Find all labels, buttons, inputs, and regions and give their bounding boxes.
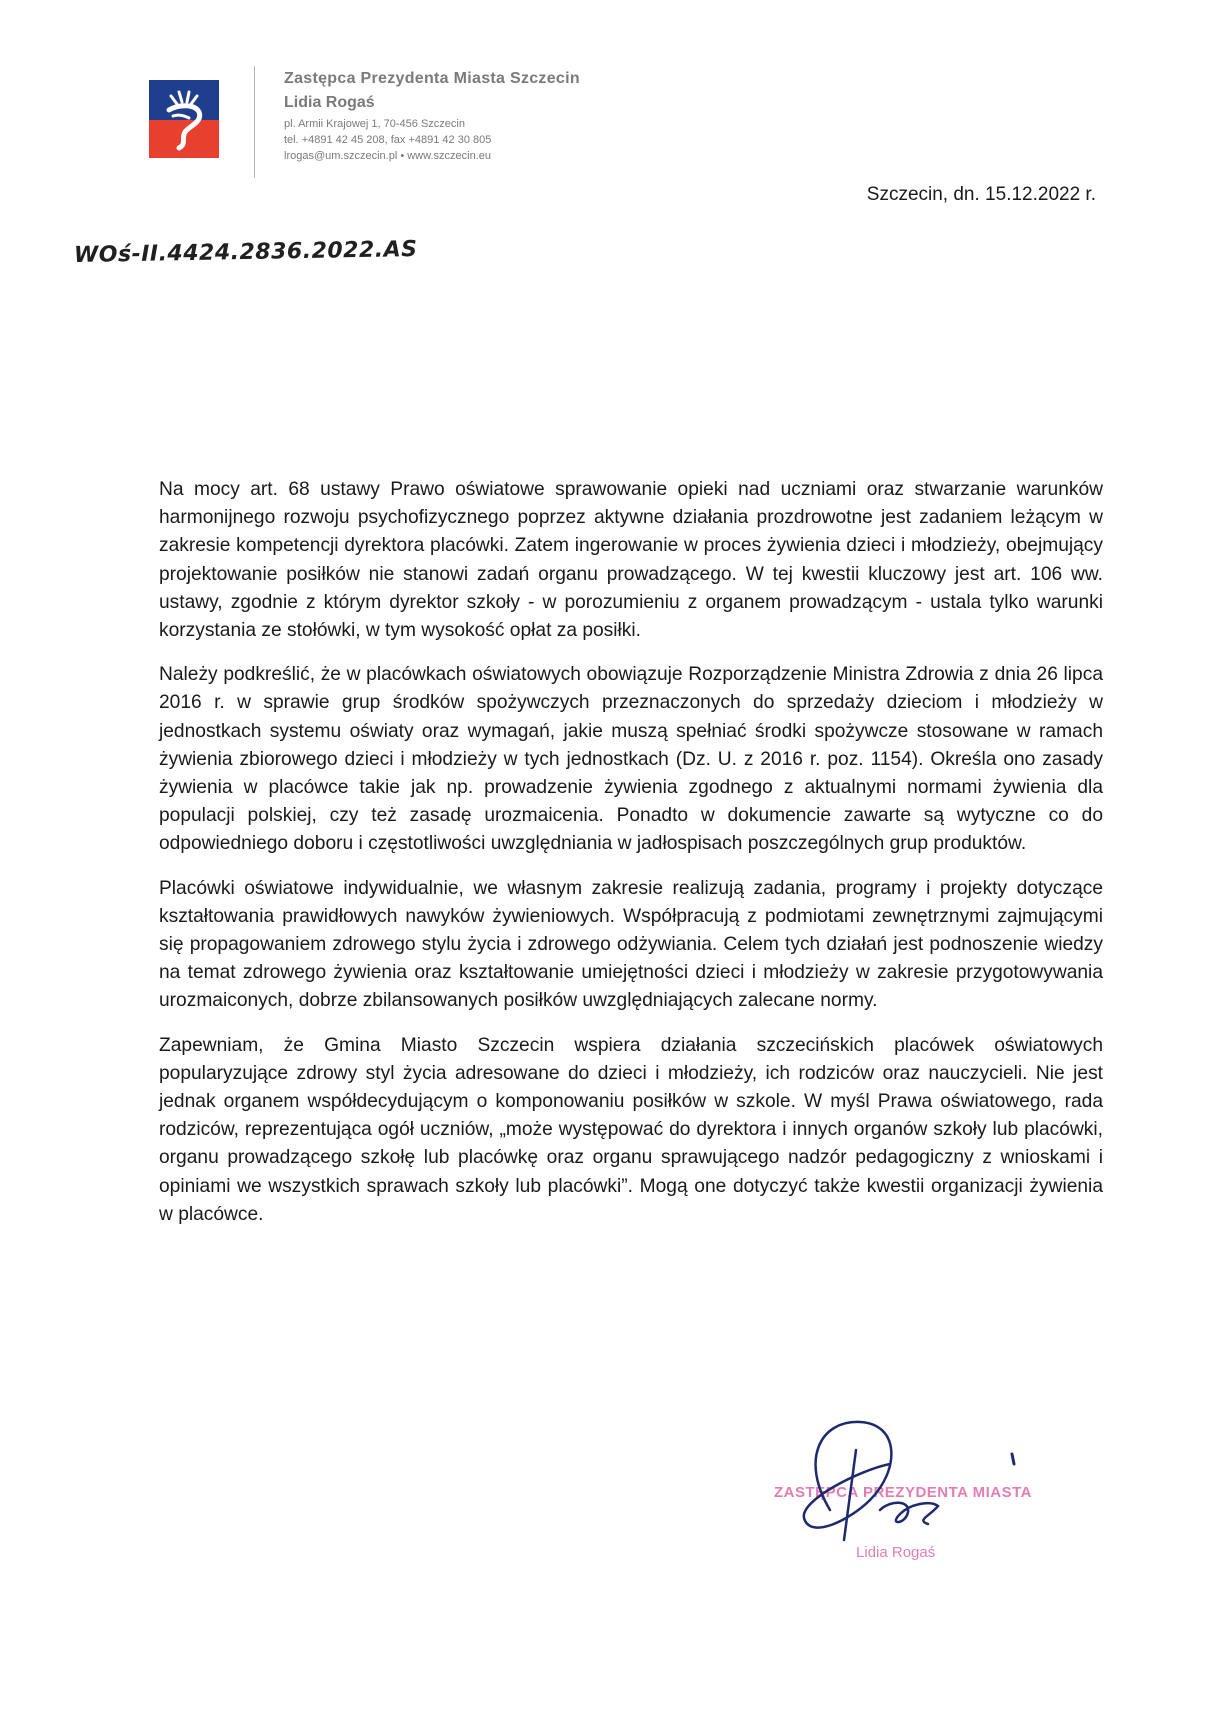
- stamp-name: Lidia Rogaś: [856, 1544, 936, 1561]
- szczecin-logo: [149, 80, 219, 158]
- paragraph: Zapewniam, że Gmina Miasto Szczecin wspiera działania szczecińskich placówek oświatowych popularyzujące zdrowy styl życia adresowane do dzieci i młodzieży, ich rodziców oraz nauczycieli. Nie jest jednak organem współdecydującym o komponowaniu posiłków w szkole. W myśl Prawa oświatowego, rada rodziców, reprezentująca ogół uczniów, „może występować do dyrektora i innych organów szkoły lub placówki, organu prowadzącego szkołę lub placówkę oraz organu sprawującego nadzór pedagogiczny z wnioskami i opiniami we wszystkich sprawach szkoły lub placówki”. Mogą one dotyczyć także kwestii organizacji żywienia w placówce.: [159, 1034, 1103, 1225]
- letterhead-person: Lidia Rogaś: [284, 94, 375, 111]
- letterhead-email-web: lrogas@um.szczecin.pl • www.szczecin.eu: [284, 150, 491, 162]
- letterhead-organization: Zastępca Prezydenta Miasta Szczecin: [284, 70, 580, 87]
- letter-body: [159, 476, 1103, 1245]
- handwritten-signature-icon: [760, 1400, 1080, 1580]
- official-stamp: [760, 1400, 1080, 1580]
- stamp-title: ZASTĘPCA PREZYDENTA MIASTA: [774, 1484, 1033, 1501]
- letterhead-phone-fax: tel. +4891 42 45 208, fax +4891 42 30 805: [284, 134, 492, 146]
- letterhead-address: pl. Armii Krajowej 1, 70-456 Szczecin: [284, 118, 465, 130]
- griffin-emblem-icon: [149, 80, 219, 158]
- letterhead: [284, 68, 704, 164]
- paragraph: Placówki oświatowe indywidualnie, we własnym zakresie realizują zadania, programy i projekty dotyczące kształtowania prawidłowych nawyków żywieniowych. Współpracują z podmiotami zewnętrznymi zajmującymi się propagowaniem zdrowego stylu życia i zdrowego odżywiania. Celem tych działań jest podnoszenie wiedzy na temat zdrowego żywienia oraz kształtowanie umiejętności dzieci i młodzieży w zakresie przygotowywania urozmaiconych, dobrze zbilansowanych posiłków uwzględniających zalecane normy.: [159, 877, 1103, 1012]
- paragraph: Na mocy art. 68 ustawy Prawo oświatowe sprawowanie opieki nad uczniami oraz stwarzanie warunków harmonijnego rozwoju psychofizycznego poprzez aktywne działania prozdrowotne jest zadaniem leżącym w zakresie kompetencji dyrektora placówki. Zatem ingerowanie w proces żywienia dzieci i młodzieży, obejmujący projektowanie posiłków nie stanowi zadań organu prowadzącego. W tej kwestii kluczowy jest art. 106 ww. ustawy, zgodnie z którym dyrektor szkoły - w porozumieniu z organem prowadzącym - ustala tylko warunki korzystania ze stołówki, w tym wysokość opłat za posiłki.: [159, 479, 1103, 642]
- date-line: Szczecin, dn. 15.12.2022 r.: [866, 184, 1096, 205]
- letterhead-divider: [254, 66, 255, 178]
- case-number: WOś-II.4424.2836.2022.AS: [73, 237, 418, 268]
- paragraph: Należy podkreślić, że w placówkach oświatowych obowiązuje Rozporządzenie Ministra Zdrowia z dnia 26 lipca 2016 r. w sprawie grup środków spożywczych przeznaczonych do sprzedaży dzieciom i młodzieży w jednostkach systemu oświaty oraz wymagań, jakie muszą spełniać środki spożywcze stosowane w ramach żywienia zbiorowego dzieci i młodzieży w tych jednostkach (Dz. U. z 2016 r. poz. 1154). Określa ono zasady żywienia w placówce takie jak np. prowadzenie żywienia zgodnego z aktualnymi normami żywienia dla populacji polskiej, czy też zasadę urozmaicenia. Ponadto w dokumencie zawarte są wytyczne co do odpowiedniego doboru i częstotliwości uwzględniania w jadłospisach poszczególnych grup produktów.: [159, 664, 1103, 855]
